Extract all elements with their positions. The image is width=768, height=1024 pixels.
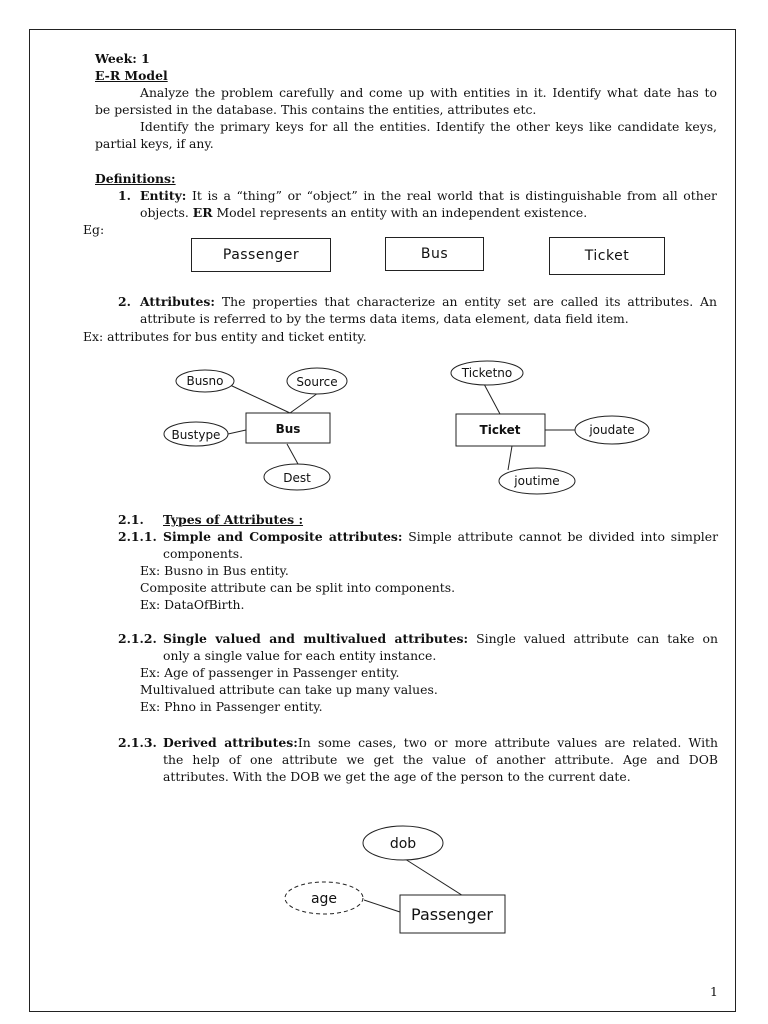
simple-line3: Ex: Busno in Bus entity. xyxy=(140,563,289,578)
dest-connector xyxy=(287,444,298,464)
attr-busno-label: Busno xyxy=(186,374,224,388)
age-connector xyxy=(364,900,400,912)
entity-number: 1. xyxy=(118,188,131,203)
derived-number: 2.1.3. xyxy=(118,735,157,750)
eg-label: Eg: xyxy=(83,222,105,237)
entity-definition-line2: objects. ER Model represents an entity with an independent existence. xyxy=(140,205,588,220)
attributes-number: 2. xyxy=(118,294,131,309)
attr-ticketno-label: Ticketno xyxy=(461,366,513,380)
passenger-entity-label: Passenger xyxy=(411,905,493,924)
single-line3: Ex: Age of passenger in Passenger entity. xyxy=(140,665,400,680)
types-title: Types of Attributes : xyxy=(163,512,304,527)
entity-box-passenger: Passenger xyxy=(191,238,331,272)
attr-source-label: Source xyxy=(296,375,338,389)
passenger-diagram xyxy=(270,815,530,940)
busno-connector xyxy=(230,385,290,413)
page-number: 1 xyxy=(710,984,718,999)
derived-line1: Derived attributes:In some cases, two or more attribute values are related. With xyxy=(163,735,718,750)
simple-line5: Ex: DataOfBirth. xyxy=(140,597,245,612)
entity-box-ticket: Ticket xyxy=(549,237,665,275)
derived-line3: attributes. With the DOB we get the age of the person to the current date. xyxy=(163,769,631,784)
single-line4: Multivalued attribute can take up many values. xyxy=(140,682,438,697)
attr-joudate-label: joudate xyxy=(589,423,635,437)
single-number: 2.1.2. xyxy=(118,631,157,646)
attr-age-label: age xyxy=(310,891,338,907)
intro-p2-line1: Identify the primary keys for all the entities. Identify the other keys like candidate keys, xyxy=(140,119,717,134)
single-line5: Ex: Phno in Passenger entity. xyxy=(140,699,323,714)
source-connector xyxy=(290,393,318,413)
single-line1: Single valued and multivalued attributes: Single valued attribute can take on xyxy=(163,631,718,646)
entity-box-bus: Bus xyxy=(385,237,484,271)
simple-number: 2.1.1. xyxy=(118,529,157,544)
page-heading: E-R Model xyxy=(95,68,168,83)
attributes-example-caption: Ex: attributes for bus entity and ticket entity. xyxy=(83,329,367,344)
types-number: 2.1. xyxy=(118,512,144,527)
derived-line2: the help of one attribute we get the value of another attribute. Age and DOB xyxy=(163,752,718,767)
attributes-definition-line1: Attributes: The properties that characterize an entity set are called its attributes. An xyxy=(140,294,717,309)
simple-line4: Composite attribute can be split into components. xyxy=(140,580,456,595)
week-label: Week: 1 xyxy=(95,51,150,66)
definitions-title: Definitions: xyxy=(95,171,176,186)
attributes-definition-line2: attribute is referred to by the terms data items, data element, data field item. xyxy=(140,311,629,326)
intro-p2-line2: partial keys, if any. xyxy=(95,136,214,151)
simple-line1: Simple and Composite attributes: Simple attribute cannot be divided into simpler xyxy=(163,529,718,544)
intro-p1-line1: Analyze the problem carefully and come up with entities in it. Identify what date has to xyxy=(140,85,717,100)
ticket-entity-label: Ticket xyxy=(479,423,521,437)
dob-connector xyxy=(405,859,468,899)
attr-bustype-label: Bustype xyxy=(171,428,221,442)
attr-dest-label: Dest xyxy=(283,471,311,485)
intro-p1-line2: be persisted in the database. This contains the entities, attributes etc. xyxy=(95,102,537,117)
attr-joutime-label: joutime xyxy=(514,474,560,488)
joutime-connector xyxy=(508,446,512,470)
bustype-connector xyxy=(228,430,246,434)
bus-entity-label: Bus xyxy=(275,422,301,436)
ticketno-connector xyxy=(484,384,500,414)
single-line2: only a single value for each entity instance. xyxy=(163,648,437,663)
attr-dob-label: dob xyxy=(389,836,417,852)
entity-definition-line1: Entity: It is a “thing” or “object” in the real world that is distinguishable from all other xyxy=(140,188,717,203)
simple-line2: components. xyxy=(163,546,244,561)
